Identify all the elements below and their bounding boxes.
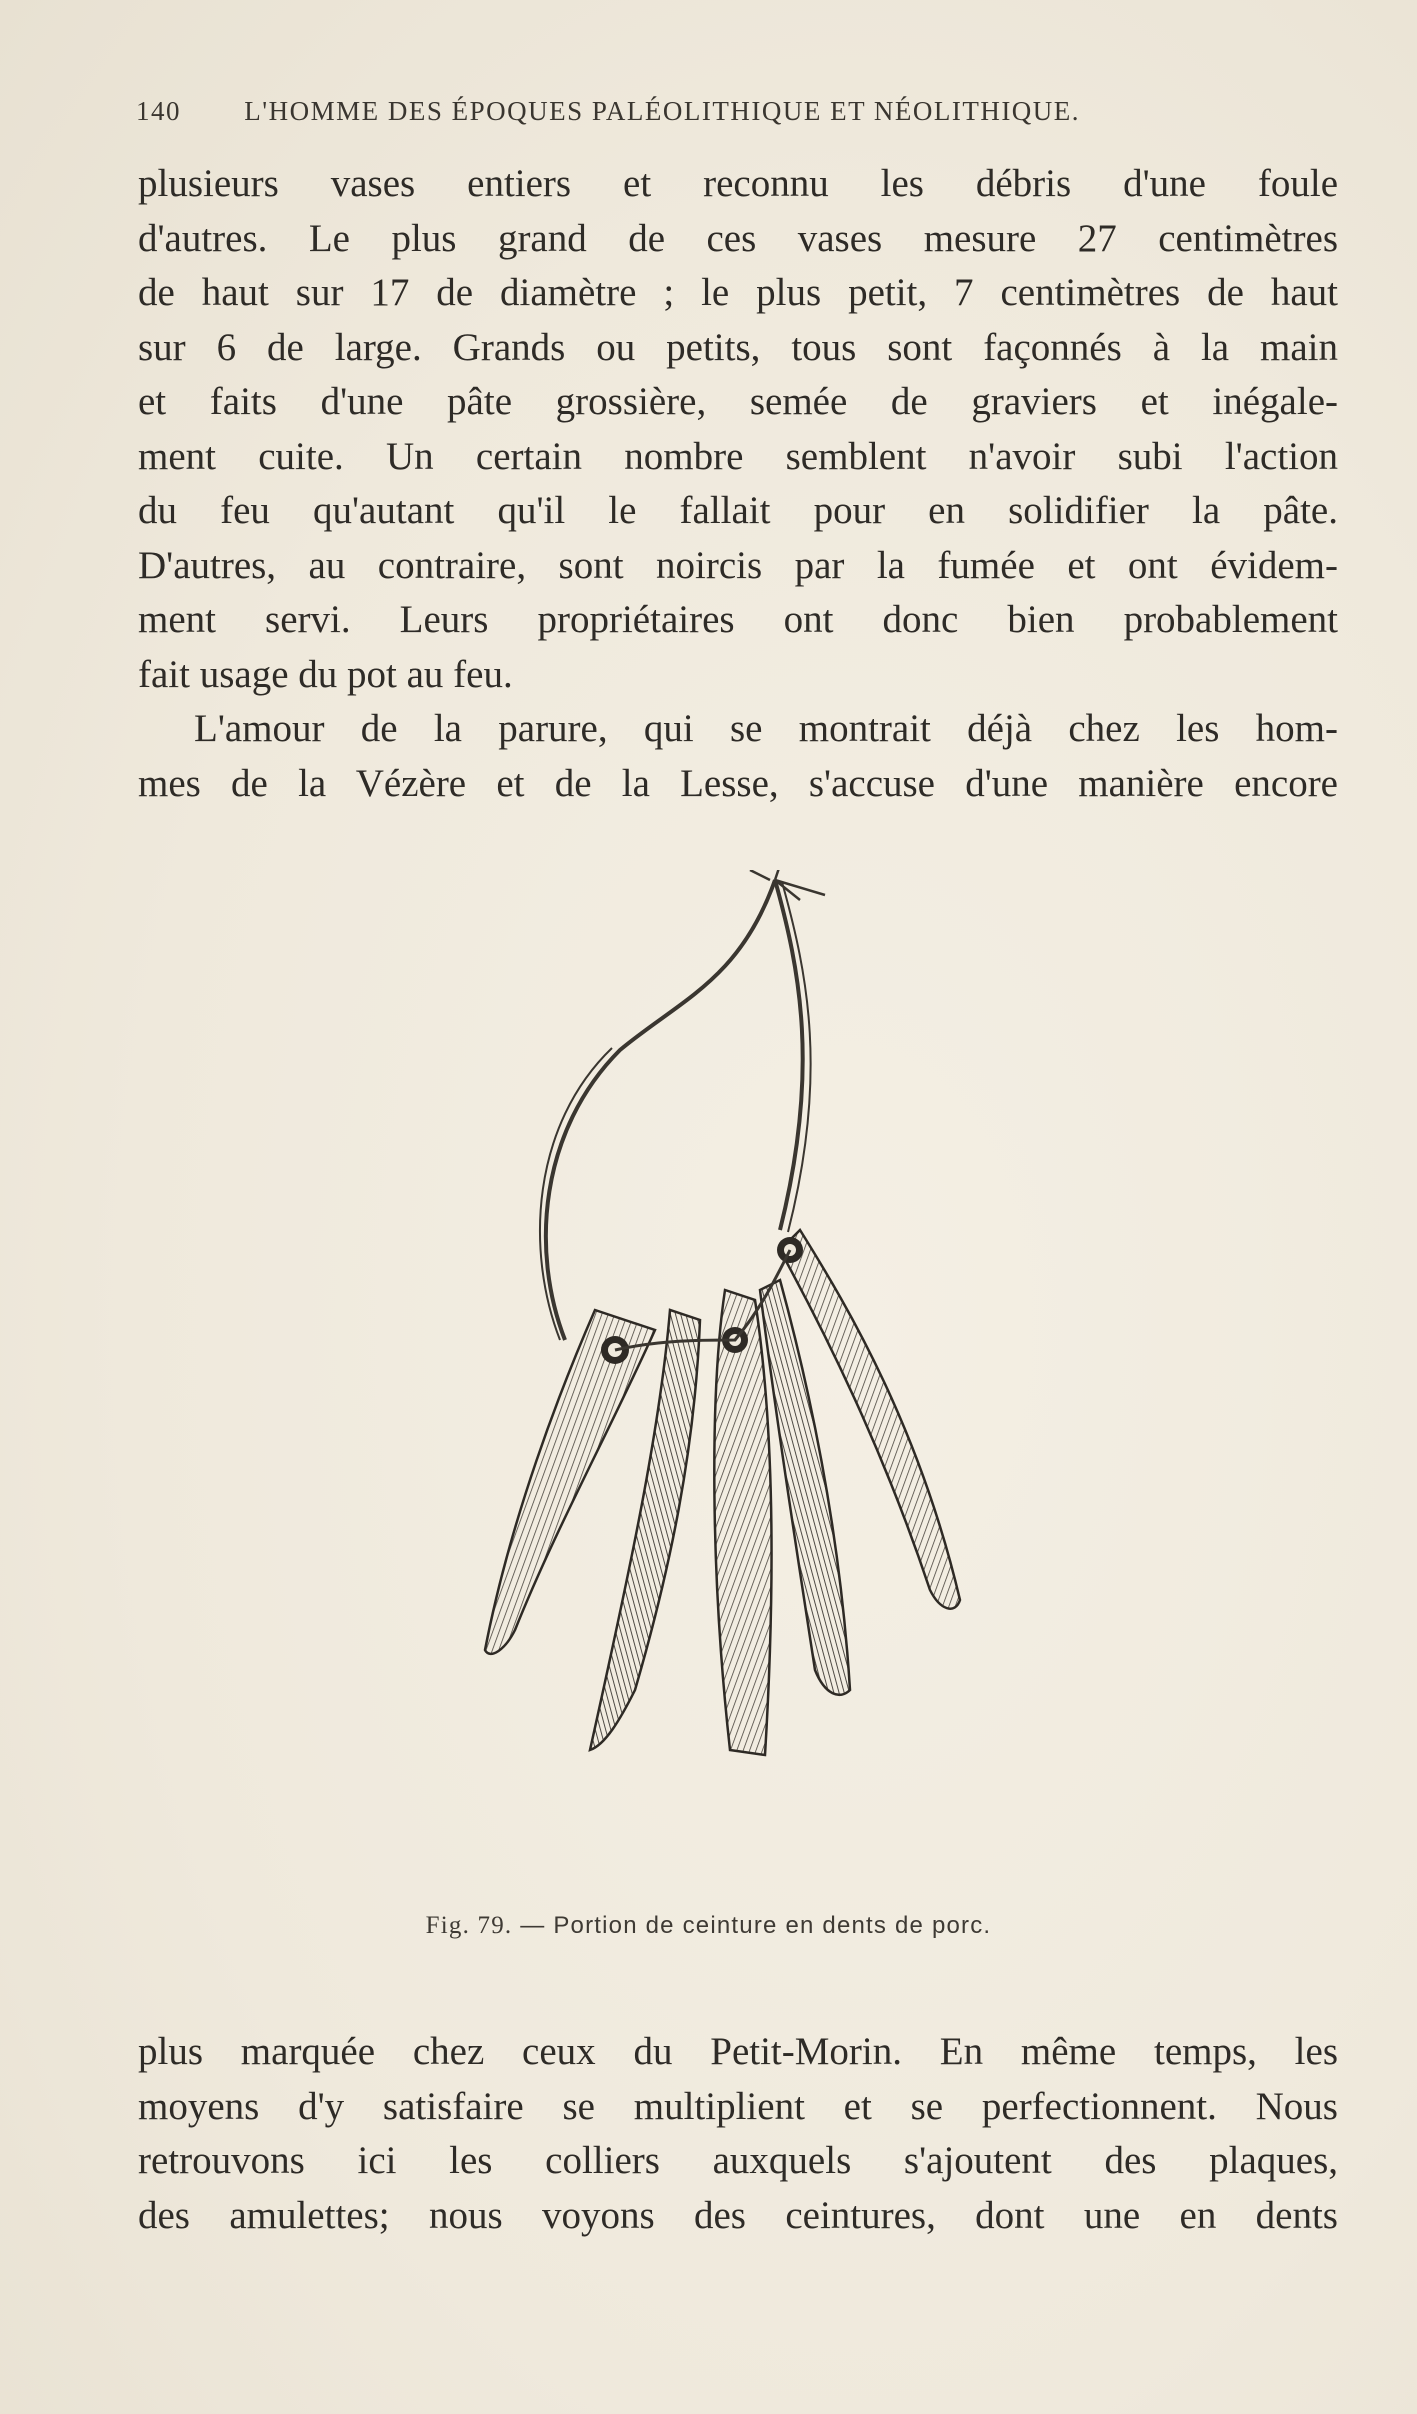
figure-caption-text: — Portion de ceinture en dents de porc.: [520, 1912, 992, 1939]
text-line: du feu qu'autant qu'il le fallait pour en solidifier la pâte.: [138, 489, 1338, 532]
figure-engraving-pig-tooth-belt: [380, 870, 1100, 1900]
text-line: moyens d'y satisfaire se multiplient et se perfectionnent. Nous: [138, 2084, 1338, 2128]
text-line: ment cuite. Un certain nombre semblent n'avoir subi l'action: [138, 434, 1338, 478]
text-line: des amulettes; nous voyons des ceintures, dont une en dents: [138, 2193, 1338, 2237]
body-text-top: [138, 157, 1338, 811]
page-number: 140: [136, 96, 181, 126]
text-line: plus marquée chez ceux du Petit-Morin. En même temps, les: [138, 2030, 1338, 2073]
pig-teeth-illustration: [380, 870, 1100, 1900]
text-line: D'autres, au contraire, sont noircis par la fumée et ont évidem-: [138, 543, 1338, 587]
text-line: et faits d'une pâte grossière, semée de graviers et inégale-: [138, 380, 1338, 423]
text-line: d'autres. Le plus grand de ces vases mesure 27 centimètres: [138, 216, 1338, 260]
figure-caption: [0, 1912, 1417, 1940]
running-title: L'HOMME DES ÉPOQUES PALÉOLITHIQUE ET NÉOLITHIQUE.: [244, 96, 1081, 126]
text-line: sur 6 de large. Grands ou petits, tous sont façonnés à la main: [138, 325, 1338, 369]
text-line: fait usage du pot au feu.: [138, 652, 513, 696]
text-line: de haut sur 17 de diamètre ; le plus petit, 7 centimètres de haut: [138, 271, 1338, 314]
text-line: mes de la Vézère et de la Lesse, s'accuse d'une manière encore: [138, 761, 1338, 805]
text-line: retrouvons ici les colliers auxquels s'ajoutent des plaques,: [138, 2139, 1338, 2182]
body-text-bottom: [138, 2025, 1338, 2243]
running-head: [136, 96, 1286, 127]
figure-label: Fig. 79.: [425, 1912, 513, 1939]
text-line: L'amour de la parure, qui se montrait déjà chez les hom-: [194, 707, 1338, 750]
text-line: plusieurs vases entiers et reconnu les débris d'une foule: [138, 162, 1338, 205]
text-line: ment servi. Leurs propriétaires ont donc bien probablement: [138, 598, 1338, 641]
